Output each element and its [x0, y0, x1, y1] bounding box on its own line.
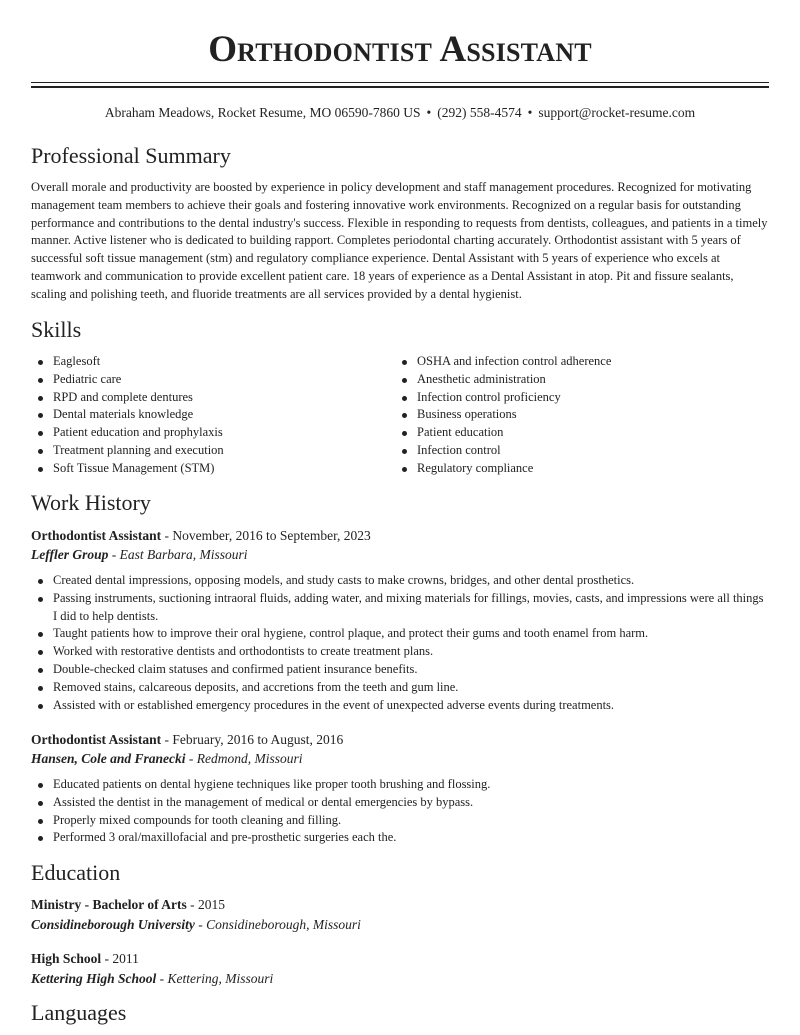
- job-bullet: Removed stains, calcareous deposits, and accretions from the teeth and gum line.: [31, 679, 769, 697]
- education-degree: High School: [31, 951, 102, 966]
- skills-list-left: [31, 353, 391, 478]
- skill-item: Business operations: [395, 406, 765, 424]
- contact-email: support@rocket-resume.com: [538, 105, 696, 120]
- job-dates: - November, 2016 to September, 2023: [161, 528, 371, 543]
- job-bullet: Assisted with or established emergency procedures in the event of unexpected adverse events during treatments.: [31, 697, 769, 715]
- job-bullet: Double-checked claim statuses and confirmed patient insurance benefits.: [31, 661, 769, 679]
- education-degree: Ministry - Bachelor of Arts: [31, 897, 187, 912]
- skill-item: Soft Tissue Management (STM): [31, 460, 391, 478]
- job-bullet-list: [31, 776, 769, 847]
- education-location: - Kettering, Missouri: [156, 971, 274, 986]
- contact-phone: (292) 558-4574: [437, 105, 522, 120]
- job-role: Orthodontist Assistant: [31, 528, 162, 543]
- contact-separator: •: [527, 105, 533, 120]
- job-bullet: Created dental impressions, opposing models, and study casts to make crowns, bridges, and other dental prosthetics.: [31, 572, 769, 590]
- education-year: - 2011: [101, 951, 139, 966]
- job-bullet: Worked with restorative dentists and orthodontists to create treatment plans.: [31, 643, 769, 661]
- skill-item: OSHA and infection control adherence: [395, 353, 765, 371]
- section-title-languages: Languages: [31, 1000, 127, 1025]
- education-school-line: [31, 970, 273, 988]
- education-degree-line: [31, 896, 225, 914]
- education-location: - Considineborough, Missouri: [194, 917, 361, 932]
- job-title-line: [31, 731, 343, 749]
- skill-item: Eaglesoft: [31, 353, 391, 371]
- contact-separator: •: [426, 105, 432, 120]
- job-bullet: Passing instruments, suctioning intraoral fluids, adding water, and mixing materials for fillings, movies, casts, and impressions were all things I did to help dentists.: [31, 590, 769, 626]
- skill-item: Infection control: [395, 442, 765, 460]
- education-year: - 2015: [186, 897, 225, 912]
- job-bullet: Performed 3 oral/maxillofacial and pre-prosthetic surgeries each the.: [31, 829, 769, 847]
- education-school: Considineborough University: [31, 917, 195, 932]
- skill-item: Infection control proficiency: [395, 389, 765, 407]
- job-dates: - February, 2016 to August, 2016: [161, 732, 344, 747]
- section-title-summary: Professional Summary: [31, 143, 231, 168]
- contact-address: Abraham Meadows, Rocket Resume, MO 06590-7860 US: [104, 105, 421, 120]
- contact-line: [0, 104, 800, 122]
- section-title-skills: Skills: [31, 317, 82, 342]
- header-divider-thick: [31, 86, 769, 88]
- job-location: - Redmond, Missouri: [185, 751, 303, 766]
- job-company: Hansen, Cole and Franecki: [31, 751, 186, 766]
- skill-item: Anesthetic administration: [395, 371, 765, 389]
- skill-item: Treatment planning and execution: [31, 442, 391, 460]
- education-school-line: [31, 916, 361, 934]
- section-title-work-history: Work History: [31, 490, 151, 515]
- skill-item: Pediatric care: [31, 371, 391, 389]
- section-title-education: Education: [31, 860, 121, 885]
- resume-name: Orthodontist Assistant: [208, 29, 592, 70]
- skill-item: Patient education: [395, 424, 765, 442]
- job-role: Orthodontist Assistant: [31, 732, 162, 747]
- job-location: - East Barbara, Missouri: [108, 547, 248, 562]
- summary-text: Overall morale and productivity are boosted by experience in policy development and staff management procedures. Recognized for motivating management team members to achieve their goals and fostering innovative work environments. Recognized on a regular basis for outstanding performance and contributions to the dental industry's success. Flexible in responding to requests from dentists, colleagues, and patients in a timely manner. Active listener who is dedicated to building rapport. Completes periodontal charting accurately. Orthodontist assistant with 5 years of successful soft tissue management (stm) and regulatory compliance experience. Dental Assistant with 5 years of experience who excels at teamwork and communication to provide excellent patient care. 18 years of experience as a Dental Assistant in atop. Pit and fissure sealants, scaling and polishing teeth, and fluoride treatments are all services provided by a dental hygienist.: [31, 180, 768, 301]
- skill-item: Regulatory compliance: [395, 460, 765, 478]
- job-company-line: [31, 546, 248, 564]
- job-bullet: Educated patients on dental hygiene techniques like proper tooth brushing and flossing.: [31, 776, 769, 794]
- job-bullet: Assisted the dentist in the management of medical or dental emergencies by bypass.: [31, 794, 769, 812]
- education-degree-line: [31, 950, 139, 968]
- skill-item: Dental materials knowledge: [31, 406, 391, 424]
- job-bullet: Taught patients how to improve their oral hygiene, control plaque, and protect their gums and tooth enamel from harm.: [31, 625, 769, 643]
- job-bullet-list: [31, 572, 769, 714]
- education-school: Kettering High School: [31, 971, 157, 986]
- skills-list-right: [395, 353, 765, 478]
- job-company: Leffler Group: [31, 547, 109, 562]
- job-company-line: [31, 750, 303, 768]
- job-bullet: Properly mixed compounds for tooth cleaning and filling.: [31, 812, 769, 830]
- job-title-line: [31, 527, 371, 545]
- header-divider-thin: [31, 82, 769, 83]
- skill-item: RPD and complete dentures: [31, 389, 391, 407]
- skill-item: Patient education and prophylaxis: [31, 424, 391, 442]
